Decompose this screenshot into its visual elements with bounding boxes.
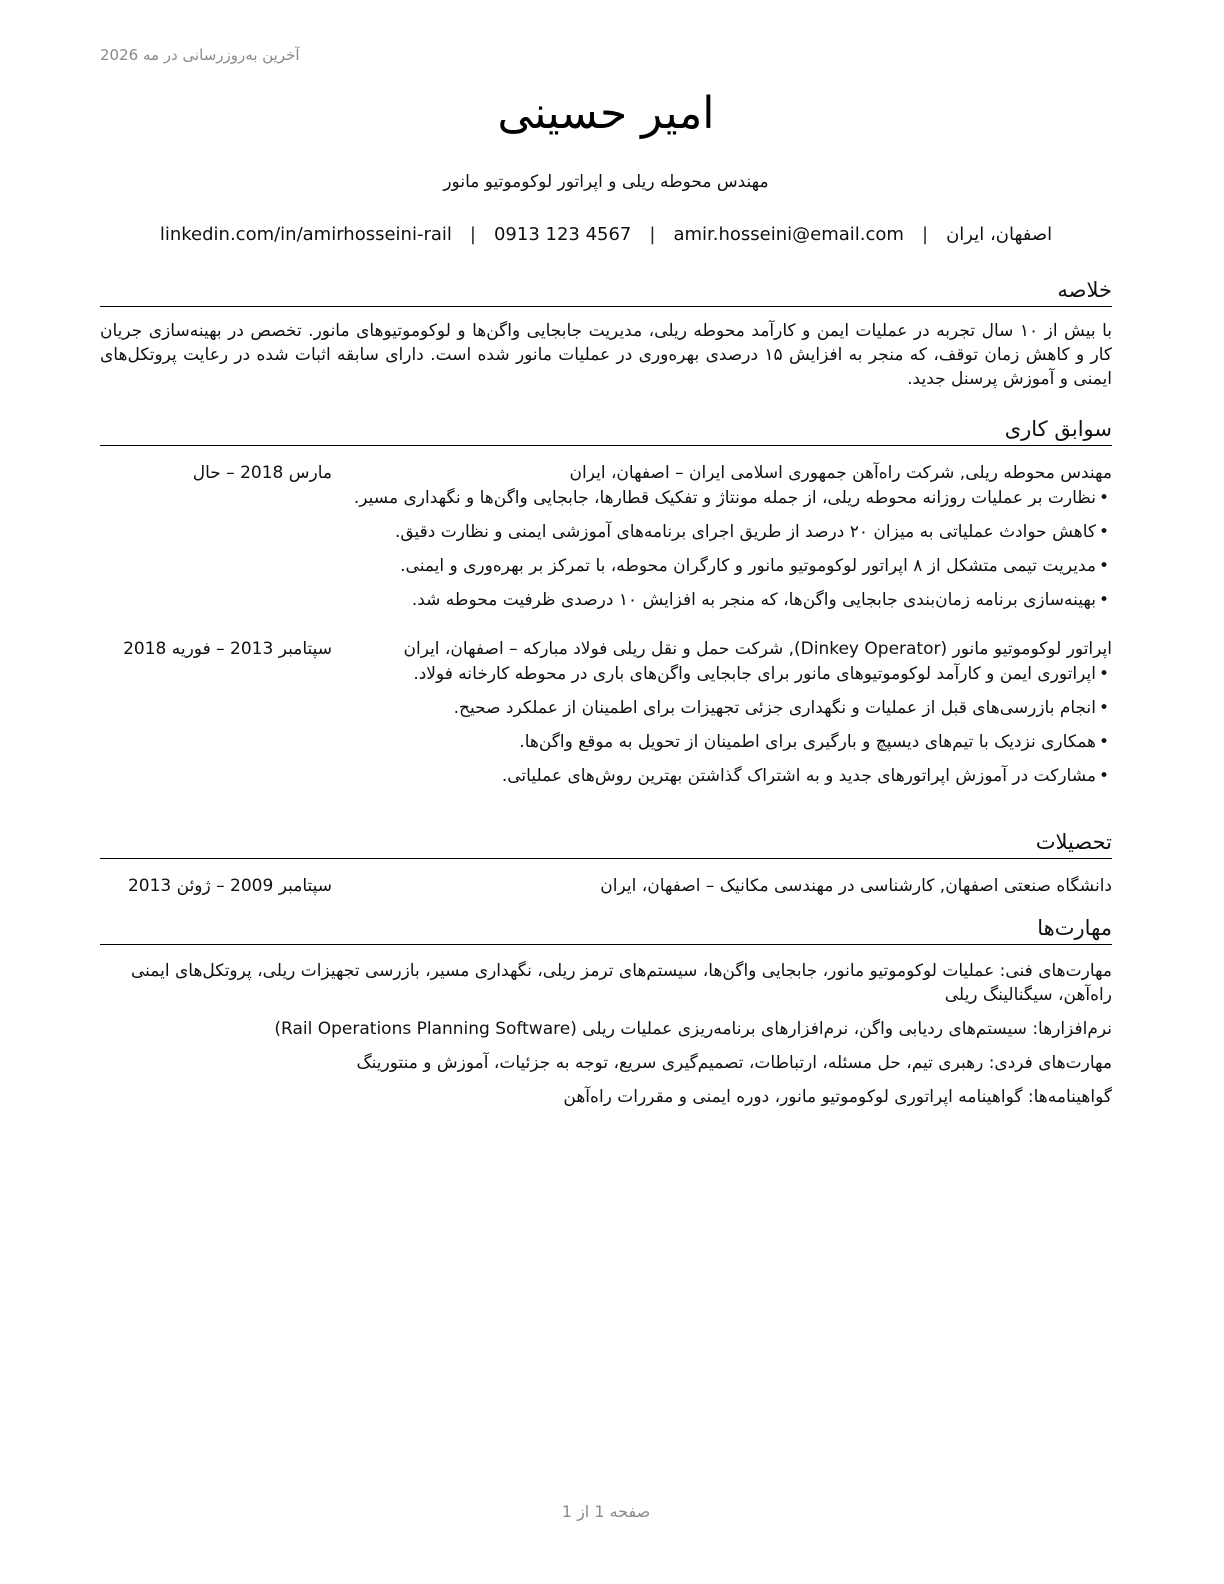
- bullet-text: اپراتوری ایمن و کارآمد لوکوموتیوهای مانور برای جابجایی واگن‌های باری در محوطه کارخانه فولاد.: [413, 664, 1096, 684]
- job-entry: [100, 636, 1112, 798]
- education-section: [100, 828, 1112, 899]
- list-item: [100, 696, 1112, 730]
- job-entry: [100, 460, 1112, 622]
- list-item: [100, 764, 1112, 798]
- bullet-glyph: •: [1098, 698, 1110, 718]
- bullet-glyph: •: [1098, 664, 1110, 684]
- job-bullets: [100, 486, 1112, 622]
- skill-row-soft: مهارت‌های فردی: رهبری تیم، حل مسئله، ارتباطات، تصمیم‌گیری سریع، توجه به جزئیات، آموزش و منتورینگ: [356, 1053, 1112, 1073]
- skills-section: [100, 914, 1112, 1119]
- contact-email[interactable]: amir.hosseini@email.com: [673, 224, 904, 245]
- bullet-text: بهینه‌سازی برنامه زمان‌بندی جابجایی واگن‌ها، که منجر به افزایش ۱۰ درصدی ظرفیت محوطه شد.: [411, 590, 1096, 610]
- last-updated-note: آخرین به‌روزرسانی در مه 2026: [100, 46, 300, 64]
- job-header: [100, 460, 1112, 486]
- summary-section: [100, 276, 1112, 391]
- bullet-text: کاهش حوادث عملیاتی به میزان ۲۰ درصد از طریق اجرای برنامه‌های آموزشی ایمنی و نظارت دقیق.: [394, 522, 1096, 542]
- education-dates: سپتامبر 2009 – ژوئن 2013: [127, 876, 332, 896]
- bullet-glyph: •: [1098, 766, 1110, 786]
- skill-row-technical: مهارت‌های فنی: عملیات لوکوموتیو مانور، جابجایی واگن‌ها، سیستم‌های ترمز ریلی، نگهداری مسیر، بازرسی تجهیزات ریلی، پروتکل‌های ایمنی راه‌آهن، سیگنالینگ ریلی: [131, 961, 1112, 1005]
- education-school: دانشگاه صنعتی اصفهان, کارشناسی در مهندسی مکانیک – اصفهان، ایران: [600, 876, 1112, 896]
- skill-row-software: نرم‌افزارها: سیستم‌های ردیابی واگن، نرم‌افزارهای برنامه‌ریزی عملیات ریلی (Rail Operations Planning Software): [274, 1019, 1112, 1039]
- job-dates: سپتامبر 2013 – فوریه 2018: [123, 639, 332, 659]
- list-item: [100, 588, 1112, 622]
- contact-separator: |: [649, 224, 656, 245]
- education-entry: [100, 873, 1112, 899]
- job-header: [100, 636, 1112, 662]
- education-heading: تحصیلات: [100, 828, 1112, 859]
- contact-separator: |: [469, 224, 476, 245]
- job-dates: مارس 2018 – حال: [192, 463, 332, 483]
- contact-separator: |: [921, 224, 929, 245]
- list-item: [100, 662, 1112, 696]
- skills-list: [100, 959, 1112, 1109]
- list-item: [100, 486, 1112, 520]
- candidate-name: امیر حسینی: [497, 88, 715, 139]
- bullet-text: همکاری نزدیک با تیم‌های دیسپچ و بارگیری برای اطمینان از تحویل به موقع واگن‌ها.: [519, 732, 1096, 752]
- bullet-text: انجام بازرسی‌های قبل از عملیات و نگهداری جزئی تجهیزات برای اطمینان از عملکرد صحیح.: [453, 698, 1096, 718]
- bullet-glyph: •: [1098, 556, 1110, 576]
- bullet-text: نظارت بر عملیات روزانه محوطه ریلی، از جمله مونتاژ و تفکیک قطارها، جابجایی واگن‌ها و نگهداری مسیر.: [353, 488, 1096, 508]
- page-number: صفحه 1 از 1: [561, 1502, 651, 1521]
- experience-heading: سوابق کاری: [100, 415, 1112, 446]
- resume-page: [100, 0, 1112, 1584]
- job-role: اپراتور لوکوموتیو مانور (Dinkey Operator), شرکت حمل و نقل ریلی فولاد مبارکه – اصفهان، ایران: [403, 639, 1112, 659]
- bullet-glyph: •: [1098, 732, 1110, 752]
- contact-location: اصفهان، ایران: [946, 224, 1053, 245]
- job-bullets: [100, 662, 1112, 798]
- bullet-text: مدیریت تیمی متشکل از ۸ اپراتور لوکوموتیو مانور و کارگران محوطه، با تمرکز بر بهره‌وری و ایمنی.: [400, 556, 1096, 576]
- summary-heading: خلاصه: [100, 276, 1112, 307]
- contact-linkedin[interactable]: linkedin.com/in/amirhosseini-rail: [159, 224, 452, 245]
- summary-text: با بیش از ۱۰ سال تجربه در عملیات ایمن و کارآمد محوطه ریلی، مدیریت جابجایی واگن‌ها و لوکوموتیوهای مانور. تخصص در بهینه‌سازی جریان کار و کاهش زمان توقف، که منجر به افزایش ۱۵ درصدی بهره‌وری در عملیات مانور شده است. دارای سابقه اثبات شده در رعایت پروتکل‌های ایمنی و آموزش پرسنل جدید.: [100, 321, 1112, 389]
- job-role: مهندس محوطه ریلی, شرکت راه‌آهن جمهوری اسلامی ایران – اصفهان، ایران: [569, 463, 1112, 483]
- contact-line: [100, 224, 1112, 245]
- candidate-title: مهندس محوطه ریلی و اپراتور لوکوموتیو مانور: [443, 172, 769, 192]
- skills-heading: مهارت‌ها: [100, 914, 1112, 945]
- experience-section: [100, 415, 1112, 798]
- bullet-glyph: •: [1098, 590, 1110, 610]
- bullet-glyph: •: [1098, 522, 1110, 542]
- list-item: [100, 554, 1112, 588]
- list-item: [100, 520, 1112, 554]
- skill-row-certifications: گواهینامه‌ها: گواهینامه اپراتوری لوکوموتیو مانور، دوره ایمنی و مقررات راه‌آهن: [563, 1087, 1112, 1107]
- contact-phone[interactable]: 0913 123 4567: [493, 224, 632, 245]
- list-item: [100, 730, 1112, 764]
- bullet-glyph: •: [1098, 488, 1110, 508]
- bullet-text: مشارکت در آموزش اپراتورهای جدید و به اشتراک گذاشتن بهترین روش‌های عملیاتی.: [501, 766, 1096, 786]
